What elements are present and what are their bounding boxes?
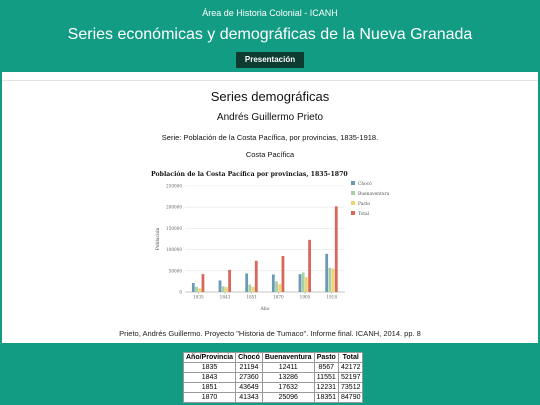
y-tick-label: 200000 <box>166 204 182 210</box>
bar <box>255 261 258 292</box>
x-tick-label: 1918 <box>326 294 338 300</box>
bar <box>245 273 248 292</box>
table-row <box>184 383 363 393</box>
bar <box>225 287 228 292</box>
bar <box>302 272 305 292</box>
table-cell: 84790 <box>339 393 363 403</box>
org-name: Área de Historia Colonial - ICANH <box>202 8 338 18</box>
bar <box>252 287 255 292</box>
y-tick-label: 150000 <box>166 225 182 231</box>
x-axis-label: Año <box>260 307 270 312</box>
legend-label: Pasto <box>358 202 371 207</box>
y-tick-label: 100000 <box>166 247 182 253</box>
legend-swatch <box>351 191 355 195</box>
serie-description: Serie: Población de la Costa Pacífica, por provincias, 1835-1918. <box>161 133 379 142</box>
bar <box>328 268 331 292</box>
table-header-cell: Año/Provincia <box>184 353 236 363</box>
table-cell: 41343 <box>236 393 263 403</box>
bar <box>219 280 222 292</box>
table-cell: 1870 <box>184 393 236 403</box>
legend-label: Chocó <box>358 182 372 187</box>
legend-swatch <box>351 201 355 205</box>
x-tick-label: 1905 <box>299 294 311 300</box>
data-table <box>183 352 363 403</box>
bar <box>299 274 302 292</box>
table-row <box>184 363 363 373</box>
section-title: Series demográficas <box>210 89 330 104</box>
table-cell: 21194 <box>236 363 263 373</box>
table-cell: 12411 <box>262 363 314 373</box>
table-cell: 27360 <box>236 373 263 383</box>
legend-label: Total <box>358 212 370 217</box>
table-header-cell: Chocó <box>236 353 263 363</box>
bar <box>332 269 335 292</box>
legend-swatch <box>351 181 355 185</box>
x-tick-label: 1851 <box>246 294 258 300</box>
site-title: Series económicas y demográficas de la Nueva Granada <box>67 26 473 43</box>
table-cell: 1851 <box>184 383 236 393</box>
population-chart <box>145 166 395 316</box>
bar <box>308 240 311 292</box>
table-cell: 42172 <box>339 363 363 373</box>
bar <box>335 206 338 292</box>
x-tick-label: 1870 <box>272 294 284 300</box>
site-header <box>0 0 540 72</box>
legend-swatch <box>351 211 355 215</box>
y-axis-label: Población <box>156 227 161 251</box>
y-tick-label: 250000 <box>166 183 182 189</box>
table-row <box>184 393 363 403</box>
bar <box>248 285 251 292</box>
bar <box>275 281 278 292</box>
table-cell: 8567 <box>314 363 338 373</box>
bar <box>192 283 195 292</box>
table-header-cell: Pasto <box>314 353 338 363</box>
table-row <box>184 373 363 383</box>
bar <box>222 286 225 292</box>
table-cell: 13286 <box>262 373 314 383</box>
x-tick-label: 1835 <box>192 294 204 300</box>
table-header-row <box>184 353 363 363</box>
author-name: Andrés Guillermo Prieto <box>216 112 324 123</box>
table-cell: 18351 <box>314 393 338 403</box>
table-cell: 25096 <box>262 393 314 403</box>
table-cell: 1843 <box>184 373 236 383</box>
bar <box>305 277 308 292</box>
table-cell: 43649 <box>236 383 263 393</box>
bar <box>228 270 231 292</box>
table-cell: 17632 <box>262 383 314 393</box>
table-cell: 12231 <box>314 383 338 393</box>
data-table-container <box>183 352 363 403</box>
bar <box>282 256 285 292</box>
legend-label: Buenaventura <box>358 192 390 197</box>
bar <box>325 254 328 292</box>
y-tick-label: 0 <box>179 289 182 295</box>
presentation-button[interactable]: Presentación <box>236 52 304 68</box>
table-header-cell: Total <box>339 353 363 363</box>
table-header-cell: Buenaventura <box>262 353 314 363</box>
table-cell: 1835 <box>184 363 236 373</box>
table-cell: 73512 <box>339 383 363 393</box>
region-name: Costa Pacífica <box>245 150 295 159</box>
table-cell: 11551 <box>314 373 338 383</box>
bar <box>272 274 275 292</box>
x-tick-label: 1843 <box>219 294 231 300</box>
bar <box>198 288 201 292</box>
bar <box>195 287 198 292</box>
bar <box>278 284 281 292</box>
bar <box>202 274 205 292</box>
y-tick-label: 50000 <box>168 268 182 274</box>
table-cell: 52197 <box>339 373 363 383</box>
chart-title: Población de la Costa Pacífica por provincias, 1835-1870 <box>151 171 348 178</box>
citation: Prieto, Andrés Guillermo. Proyecto "Historia de Tumaco". Informe final. ICANH, 2014. pp. 8 <box>119 329 421 338</box>
